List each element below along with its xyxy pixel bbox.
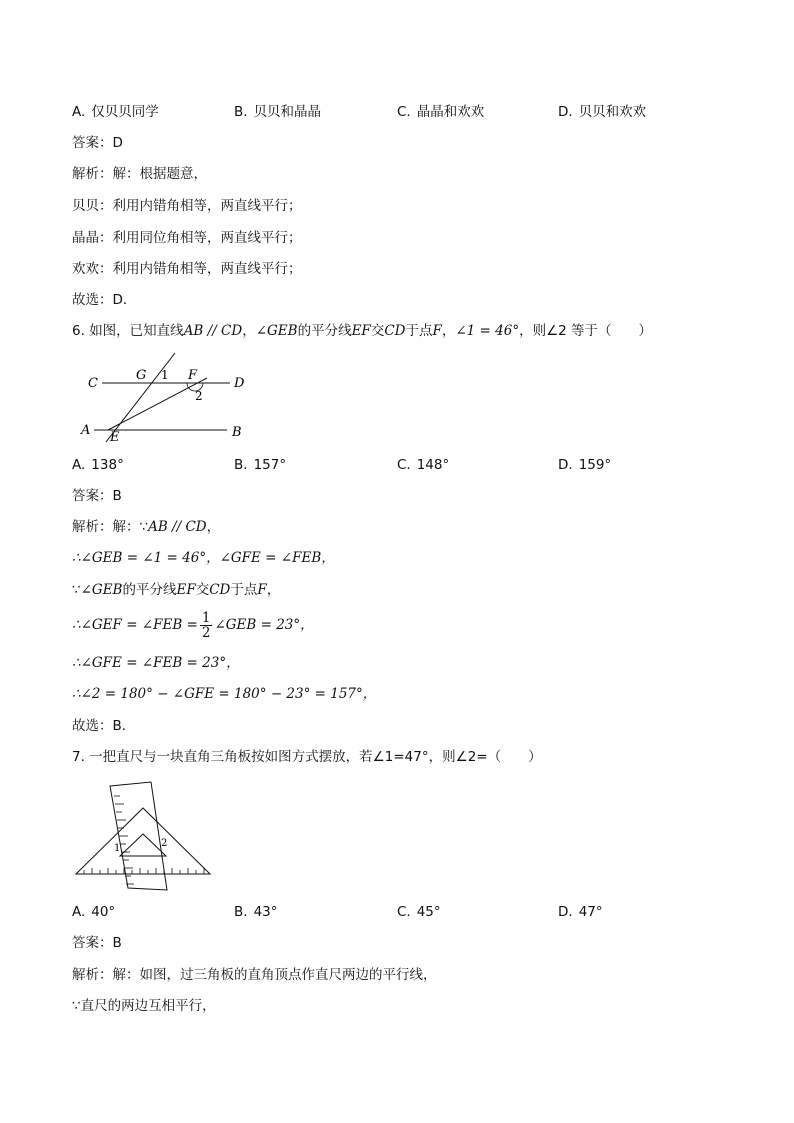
- label-g: G: [136, 368, 147, 383]
- q5-analysis-line: 贝贝：利用内错角相等，两直线平行；: [72, 198, 302, 214]
- label-e: E: [110, 430, 120, 445]
- q5-analysis-line: 晶晶：利用同位角相等，两直线平行；: [72, 230, 302, 246]
- q7-analysis-line: ∵直尺的两边互相平行，: [72, 998, 216, 1014]
- q5-option-c: C. 晶晶和欢欢: [397, 104, 485, 120]
- q7-stem: 7. 一把直尺与一块直角三角板按如图方式摆放，若∠1=47°，则∠2=（ ）: [72, 749, 542, 765]
- q5-options: [72, 103, 712, 121]
- q5-analysis-line: 解析：解：根据题意，: [72, 166, 207, 182]
- q6-step-2: ∵∠GEB的平分线EF交CD于点F，: [72, 582, 281, 598]
- line-ef: [108, 378, 207, 430]
- label-2: 2: [161, 838, 168, 849]
- q5-option-d: D. 贝贝和欢欢: [558, 104, 647, 120]
- q6-option-d: D. 159°: [558, 457, 612, 473]
- label-d: D: [234, 376, 245, 391]
- q6-option-b: B. 157°: [234, 457, 287, 473]
- label-b: B: [232, 425, 242, 440]
- q7-answer: 答案：B: [72, 935, 122, 951]
- set-square-outer: [76, 808, 210, 874]
- q6-step-5: ∴∠2 = 180° − ∠GFE = 180° − 23° = 157°，: [72, 686, 377, 702]
- set-square-scale: [84, 868, 204, 874]
- label-f: F: [188, 368, 198, 383]
- q6-geometry-figure: [72, 350, 262, 445]
- q5-answer: 答案：D: [72, 135, 123, 151]
- label-c: C: [88, 376, 98, 391]
- q6-option-a: A. 138°: [72, 457, 124, 473]
- line-ge: [106, 353, 175, 442]
- q7-option-c: C. 45°: [397, 904, 441, 920]
- q5-analysis-line: 故选：D．: [72, 292, 137, 308]
- q6-stem: 6. 如图，已知直线AB // CD，∠GEB的平分线EF交CD于点F，∠1 = 46°，则∠2 等于（ ）: [72, 323, 653, 339]
- q7-ruler-triangle-figure: [72, 778, 217, 893]
- q6-conclusion: 故选：B．: [72, 718, 136, 734]
- q7-option-b: B. 43°: [234, 904, 278, 920]
- q7-option-d: D. 47°: [558, 904, 603, 920]
- label-a: A: [81, 423, 91, 438]
- fraction-one-half: $\frac{1}{2}$: [201, 609, 211, 641]
- q7-option-a: A. 40°: [72, 904, 116, 920]
- q7-options: [72, 903, 712, 921]
- label-1: 1: [114, 843, 121, 854]
- q6-step-3: ∴∠GEF = ∠FEB = $\frac{1}{2}$ ∠GEB = 23°，: [72, 609, 314, 641]
- label-1: 1: [161, 368, 169, 382]
- q6-step-4: ∴∠GFE = ∠FEB = 23°，: [72, 655, 240, 671]
- label-2: 2: [195, 389, 203, 403]
- q5-option-a: A. 仅贝贝同学: [72, 104, 159, 120]
- q5-analysis-line: 欢欢：利用内错角相等，两直线平行；: [72, 261, 302, 277]
- q6-options: [72, 456, 712, 474]
- q7-analysis-line: 解析：解：如图，过三角板的直角顶点作直尺两边的平行线，: [72, 967, 437, 983]
- q5-option-b: B. 贝贝和晶晶: [234, 104, 322, 120]
- q6-step-1: ∴∠GEB = ∠1 = 46°，∠GFE = ∠FEB，: [72, 550, 335, 566]
- q6-option-c: C. 148°: [397, 457, 450, 473]
- q6-answer: 答案：B: [72, 488, 122, 504]
- q6-analysis-head: 解析：解：∵AB // CD，: [72, 519, 221, 535]
